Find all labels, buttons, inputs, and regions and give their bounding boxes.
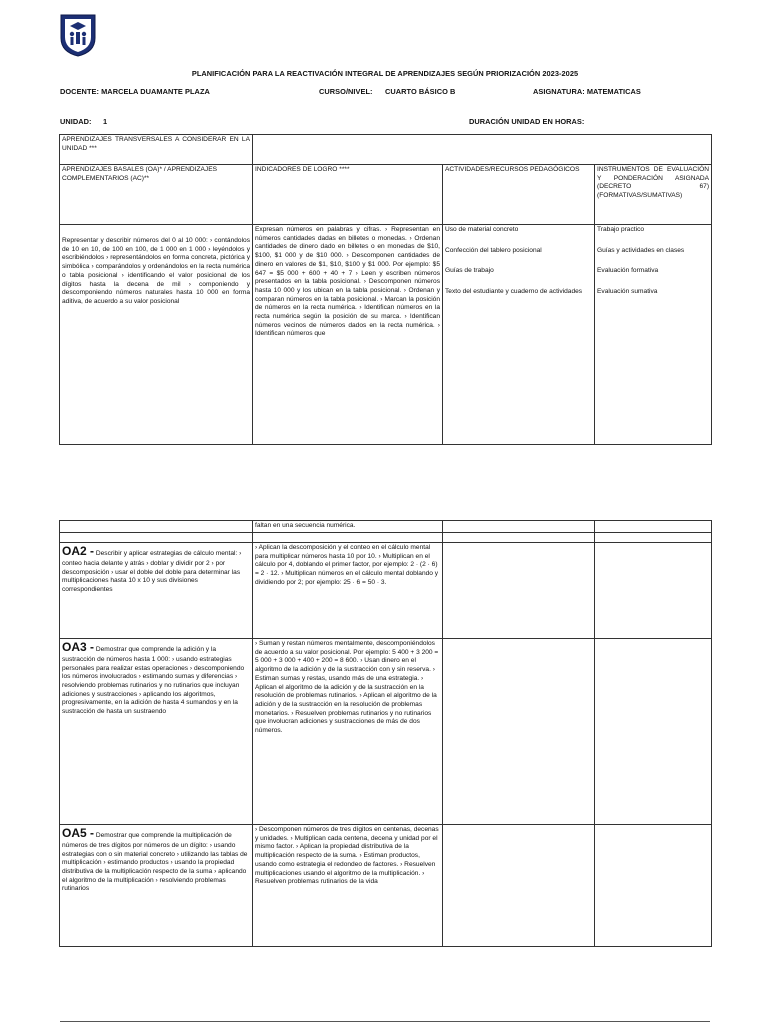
oa2-objective [60,543,253,639]
oa2-activities [443,543,595,639]
continuation-text: faltan en una secuencia numérica. [253,521,443,533]
unidad-value: 1 [103,117,108,126]
oa5-objective [60,825,253,947]
oa1-activities [443,225,595,445]
asignatura-label: ASIGNATURA: MATEMATICAS [533,87,641,96]
unidad-label: UNIDAD: [60,117,92,126]
oa3-activities [443,639,595,825]
transversales-value-cell [253,135,712,165]
activity-item: Guías de trabajo [445,267,494,275]
planning-table-page2 [59,520,712,947]
oa3-objective [60,639,253,825]
oa1-objective: Representar y describir números del 0 al 10 000: › contándolos de 10 en 10, de 100 en 100, de 1 000 en 1 000 › leyéndolos y escribiéndolos › representándolos en forma concreta, pictórica y simbólica › comparándolos y ordenándolos en la recta numérica o tabla posicional › identificando el valor posicional de los dígitos hasta la decena de mil › componiendo y descomponiendo números naturales hasta 10 000 en forma aditiva, de acuerdo a su valor posicional [60,225,253,445]
continuation-empty [443,521,595,533]
header-instrumentos: INSTRUMENTOS DE EVALUACIÓN Y PONDERACIÓN ASIGNADA (DECRETO 67) (FORMATIVAS/SUMATIVAS) [595,165,712,225]
activity-item: Uso de material concreto [445,226,519,233]
spacer-cell [443,533,595,543]
oa3-code: OA3 - [62,640,95,654]
continuation-empty [595,521,712,533]
continuation-empty [60,521,253,533]
oa2-code: OA2 - [62,544,95,558]
duracion-label: DURACIÓN UNIDAD EN HORAS: [469,117,585,126]
page-title: PLANIFICACIÓN PARA LA REACTIVACIÓN INTEGRAL DE APRENDIZAJES SEGÚN PRIORIZACIÓN 2023-2025 [191,69,579,78]
header-actividades: ACTIVIDADES/RECURSOS PEDAGÓGICOS [443,165,595,225]
oa5-code: OA5 - [62,826,95,840]
activity-item: Confección del tablero posicional [445,246,542,254]
header-indicadores: INDICADORES DE LOGRO **** [253,165,443,225]
oa1-indicators: Expresan números en palabras y cifras. › Representan en números cantidades dadas en billetes o monedas. › Ordenan cantidades de dinero dado en billetes o en monedas de $10, $100, $1 000 y de $10 000. › Descomponen cantidades de dinero en valores de $1, $10, $100 y $1 000. Por ejemplo: $5 647 = $5 000 + 600 + 40 + 7 › Leen y escriben números presentados en la tabla posicional. › Descomponen números hasta 10 000 y los ubican en la tabla posicional. › Ordenan y comparan números en la tabla posicional. › Marcan la posición de números en la recta numérica. › Identifican números en la recta numérica según la posición de su marca. › Identifican números vecinos de números dados en la recta numérica. › Identifican números que [253,225,443,445]
instrument-item: Evaluación formativa [597,267,659,275]
oa3-text: Demostrar que comprende la adición y la sustracción de números hasta 1 000: › usando estrategias personales para realizar estas operaciones › descomponiendo los números involucrados › estimando sumas y diferencias › resolviendo problemas rutinarios y no rutinarios que incluyan adiciones y sustracciones › aplicando los algoritmos, progresivamente, en la adición de hasta 4 sumandos y en la sustracción de hasta un sustraendo [62,646,245,716]
oa2-indicators: › Aplican la descomposición y el conteo en el cálculo mental para multiplicar números hasta 10 por 10. › Multiplican en el cálculo por 4, doblando el primer factor, por ejemplo: 2 · (2 · 6) = 2 · 12. › Multiplican números en el cálculo mental doblando y dividiendo por 2; por ejemplo: 25 · 6 = 50 · 3. [253,543,443,639]
activity-item: Texto del estudiante y cuaderno de actividades [445,288,583,296]
oa2-instruments [595,543,712,639]
instrument-item: Guías y actividades en clases [597,246,685,254]
oa5-instruments [595,825,712,947]
docente-label: DOCENTE: MARCELA DUAMANTE PLAZA [60,87,210,96]
oa3-instruments [595,639,712,825]
instrument-item: Evaluación sumativa [597,288,658,296]
spacer-cell [60,533,253,543]
header-basales: APRENDIZAJES BASALES (OA)* / APRENDIZAJES COMPLEMENTARIOS (AC)** [60,165,253,225]
oa2-text: Describir y aplicar estrategias de cálculo mental: › conteo hacia delante y atrás › doblar y dividir por 2 › por descomposición › usar el doble del doble para determinar las multiplicaciones hasta 10 x 10 y sus divisiones correspondientes [62,550,242,593]
spacer-cell [253,533,443,543]
oa3-indicators: › Suman y restan números mentalmente, descomponiéndolos de acuerdo a su valor posicional. Por ejemplo: 5 400 + 3 200 = 5 000 + 3 000 + 400 + 200 = 8 600. › Usan dinero en el algoritmo de la adición y de la sustracción con y sin reserva. › Estiman sumas y restas, usando más de una estrategia. › Aplican el algoritmo de la adición y de la sustracción en la resolución de problemas rutinarios. › Aplican el algoritmo de la adición y de la sustracción en la resolución de problemas monetarios. › Resuelven problemas rutinarios y no rutinarios que involucran adiciones y sustracciones de más de dos números. [253,639,443,825]
oa1-instruments [595,225,712,445]
curso-value: CUARTO BÁSICO B [385,87,456,96]
oa5-text: Demostrar que comprende la multiplicación de números de tres dígitos por números de un dígito: › usando estrategias con o sin material concreto › utilizando las tablas de multiplicación › estimando productos › usando la propiedad distributiva de la multiplicación respecto de la suma › aplicando el algoritmo de la multiplicación › resolviendo problemas rutinarios [62,832,248,893]
curso-label: CURSO/NIVEL: [319,87,373,96]
planning-table-page1 [59,134,712,445]
school-logo [58,12,98,58]
transversales-cell: APRENDIZAJES TRANSVERSALES A CONSIDERAR EN LA UNIDAD *** [60,135,253,165]
instrument-item: Trabajo practico [597,226,645,233]
oa5-indicators: › Descomponen números de tres dígitos en centenas, decenas y unidades. › Multiplican cada centena, decena y unidad por el mismo factor. › Aplican la propiedad distributiva de la multiplicación respecto de la suma. › Estiman productos, usando como estrategia el redondeo de factores. › Resuelven multiplicaciones usando el algoritmo de la multiplicación. › Resuelven problemas rutinarios de la vida [253,825,443,947]
footer-divider [60,1021,710,1022]
spacer-cell [595,533,712,543]
oa5-activities [443,825,595,947]
